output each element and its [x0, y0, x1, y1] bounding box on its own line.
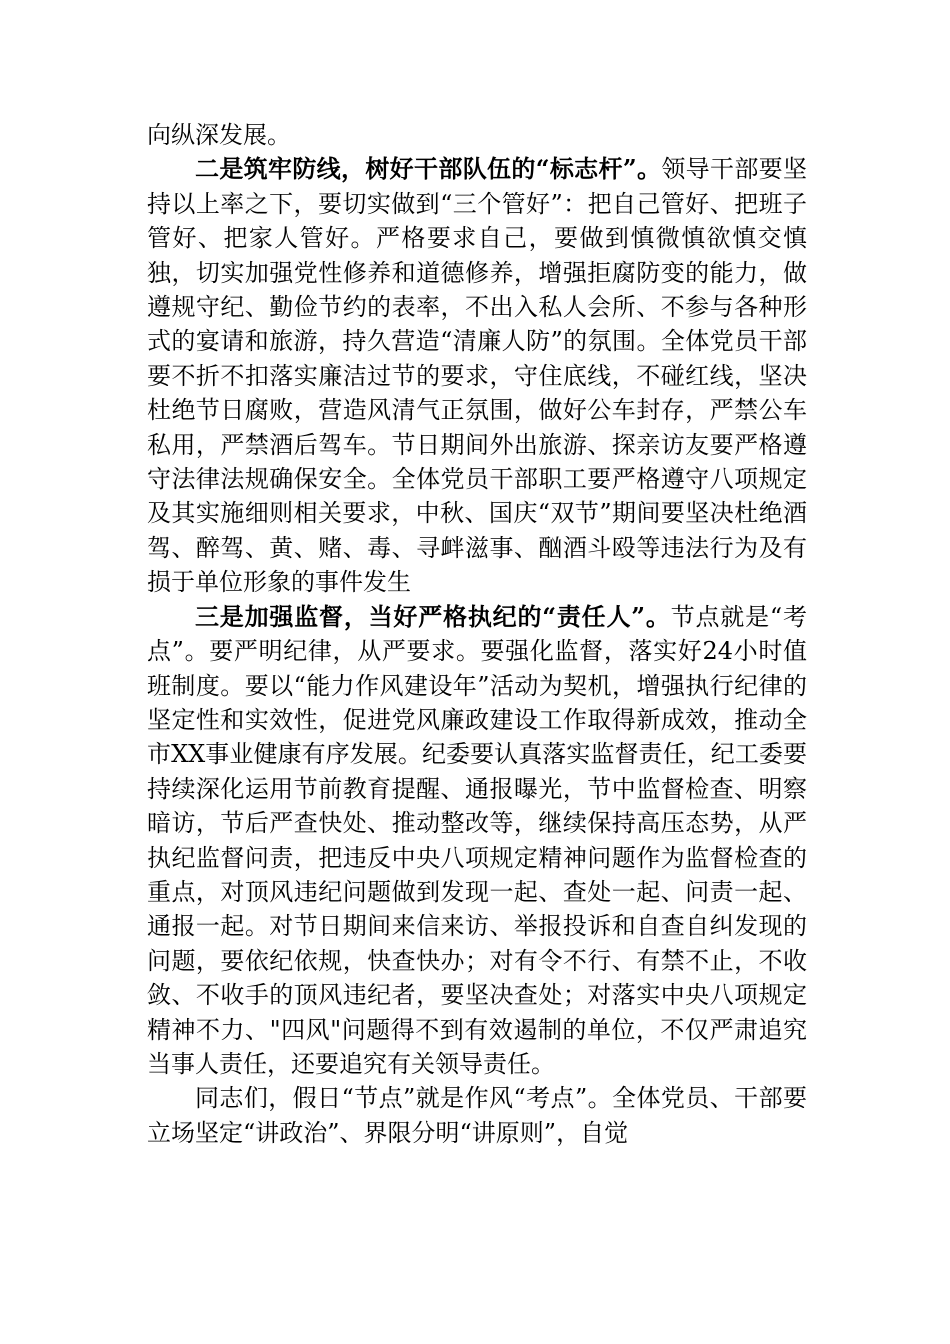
paragraph-heading: 三是加强监督，当好严格执纪的“责任人”。	[195, 601, 671, 631]
paragraph-point-three	[147, 600, 807, 1082]
paragraph-heading: 二是筑牢防线，树好干部队伍的“标志杆”。	[195, 154, 662, 184]
paragraph-text: 节点就是“考点”。要严明纪律，从严要求。要强化监督，落实好24小时值班制度。要以“能力作风建设年”活动为契机，增强执行纪律的坚定性和实效性，促进党风廉政建设工作取得新成效，推动全市XX事业健康有序发展。纪委要认真落实监督责任，纪工委要持续深化运用节前教育提醒、通报曝光，节中监督检查、明察暗访，节后严查快处、推动整改等，继续保持高压态势，从严执纪监督问责，把违反中央八项规定精神问题作为监督检查的重点，对顶风违纪问题做到发现一起、查处一起、问责一起、通报一起。对节日期间来信来访、举报投诉和自查自纠发现的问题，要依纪依规，快查快办；对有令不行、有禁不止，不收敛、不收手的顶风违纪者，要坚决查处；对落实中央八项规定精神不力、"四风"问题得不到有效遏制的单位，不仅严肃追究当事人责任，还要追究有关领导责任。	[147, 602, 807, 1078]
paragraph-point-two	[147, 152, 807, 599]
paragraph-text: 向纵深发展。	[147, 121, 291, 149]
paragraph-text: 同志们，假日“节点”就是作风“考点”。全体党员、干部要立场坚定“讲政治”、界限分明“讲原则”，自觉	[147, 1084, 807, 1147]
paragraph-continuation	[147, 118, 807, 152]
paragraph-text: 领导干部要坚持以上率之下，要切实做到“三个管好”：把自己管好、把班子管好、把家人管好。严格要求自己，要做到慎微慎欲慎交慎独，切实加强党性修养和道德修养，增强拒腐防变的能力，做遵规守纪、勤俭节约的表率，不出入私人会所、不参与各种形式的宴请和旅游，持久营造“清廉人防”的氛围。全体党员干部要不折不扣落实廉洁过节的要求，守住底线，不碰红线，坚决杜绝节日腐败，营造风清气正氛围，做好公车封存，严禁公车私用，严禁酒后驾车。节日期间外出旅游、探亲访友要严格遵守法律法规确保安全。全体党员干部职工要严格遵守八项规定及其实施细则相关要求，中秋、国庆“双节”期间要坚决杜绝酒驾、醉驾、黄、赌、毒、寻衅滋事、酗酒斗殴等违法行为及有损于单位形象的事件发生	[147, 155, 808, 597]
paragraph-closing	[147, 1081, 807, 1150]
document-body	[147, 118, 807, 1150]
